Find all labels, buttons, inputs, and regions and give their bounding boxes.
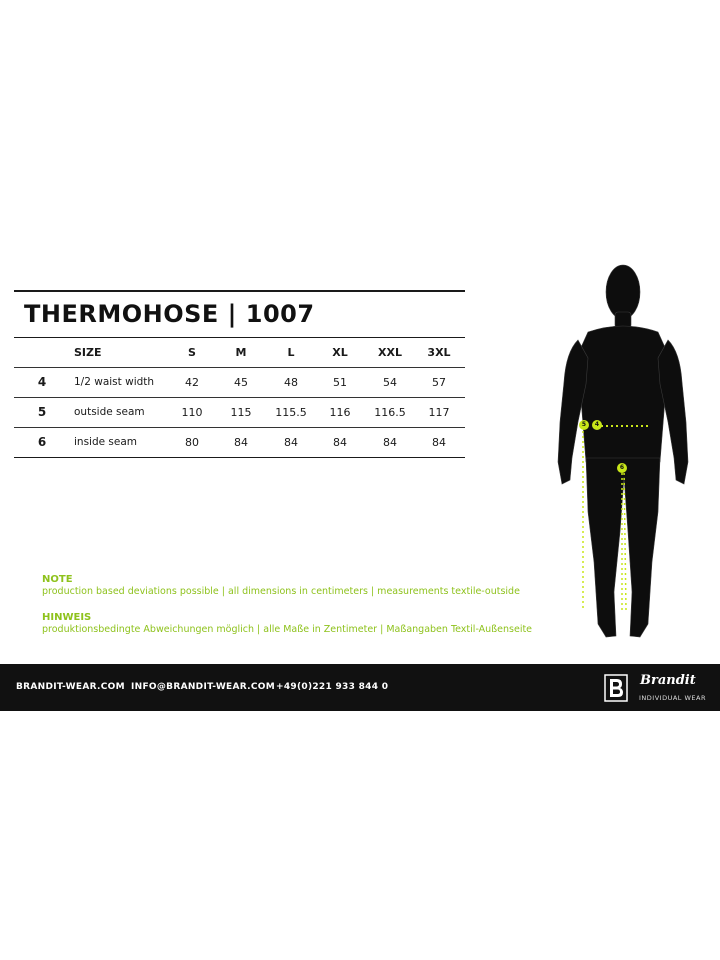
column-header-l: L [287, 346, 295, 359]
row-number: 6 [37, 435, 47, 449]
row-number: 5 [37, 405, 47, 419]
marker-6: 6 [617, 463, 627, 473]
table-header-row [14, 338, 465, 368]
table-cell: 84 [333, 436, 347, 449]
table-cell: 84 [284, 436, 298, 449]
column-header-s: S [188, 346, 196, 359]
table-cell: 84 [234, 436, 248, 449]
column-header-xxl: XXL [378, 346, 402, 359]
body-silhouette-figure [548, 262, 698, 642]
table-cell: 116 [329, 406, 351, 419]
row-label: inside seam [74, 436, 138, 448]
note-text: production based deviations possible | all dimensions in centimeters | measurements textile-outside [42, 586, 520, 597]
table-cell: 51 [333, 376, 347, 389]
phone-number: +49(0)221 933 844 0 [276, 682, 389, 692]
title-top-rule [14, 290, 465, 292]
table-cell: 54 [383, 376, 397, 389]
column-header-size: SIZE [74, 346, 102, 359]
website-link[interactable]: BRANDIT-WEAR.COM [16, 682, 125, 692]
table-cell: 115 [230, 406, 252, 419]
column-header-xl: XL [332, 346, 348, 359]
marker-5: 5 [579, 420, 589, 430]
body-silhouette-icon [548, 262, 698, 642]
table-cell: 45 [234, 376, 248, 389]
table-row [14, 428, 465, 458]
page-title: THERMOHOSE | 1007 [24, 300, 315, 328]
table-cell: 115.5 [275, 406, 307, 419]
table-row [14, 398, 465, 428]
row-number: 4 [37, 375, 47, 389]
table-row [14, 368, 465, 398]
table-cell: 80 [185, 436, 199, 449]
table-cell: 84 [383, 436, 397, 449]
column-header-m: M [235, 346, 247, 359]
table-cell: 42 [185, 376, 199, 389]
brand-wordmark: Brandit [640, 673, 696, 688]
row-label: 1/2 waist width [74, 376, 155, 388]
size-table [14, 338, 465, 458]
hinweis-heading: HINWEIS [42, 612, 92, 623]
column-header-3xl: 3XL [427, 346, 451, 359]
table-cell: 84 [432, 436, 446, 449]
row-label: outside seam [74, 406, 145, 418]
table-cell: 117 [428, 406, 450, 419]
note-heading: NOTE [42, 574, 73, 585]
brand-tagline: INDIVIDUAL WEAR [639, 694, 706, 702]
marker-4: 4 [592, 420, 602, 430]
table-cell: 48 [284, 376, 298, 389]
table-cell: 57 [432, 376, 446, 389]
hinweis-text: produktionsbedingte Abweichungen möglich | alle Maße in Zentimeter | Maßangaben Textil-Außenseite [42, 624, 533, 635]
table-cell: 116.5 [374, 406, 406, 419]
brandit-logo-icon [604, 674, 628, 702]
table-cell: 110 [181, 406, 203, 419]
email-link[interactable]: INFO@BRANDIT-WEAR.COM [131, 682, 276, 692]
footer-bar [0, 664, 720, 711]
